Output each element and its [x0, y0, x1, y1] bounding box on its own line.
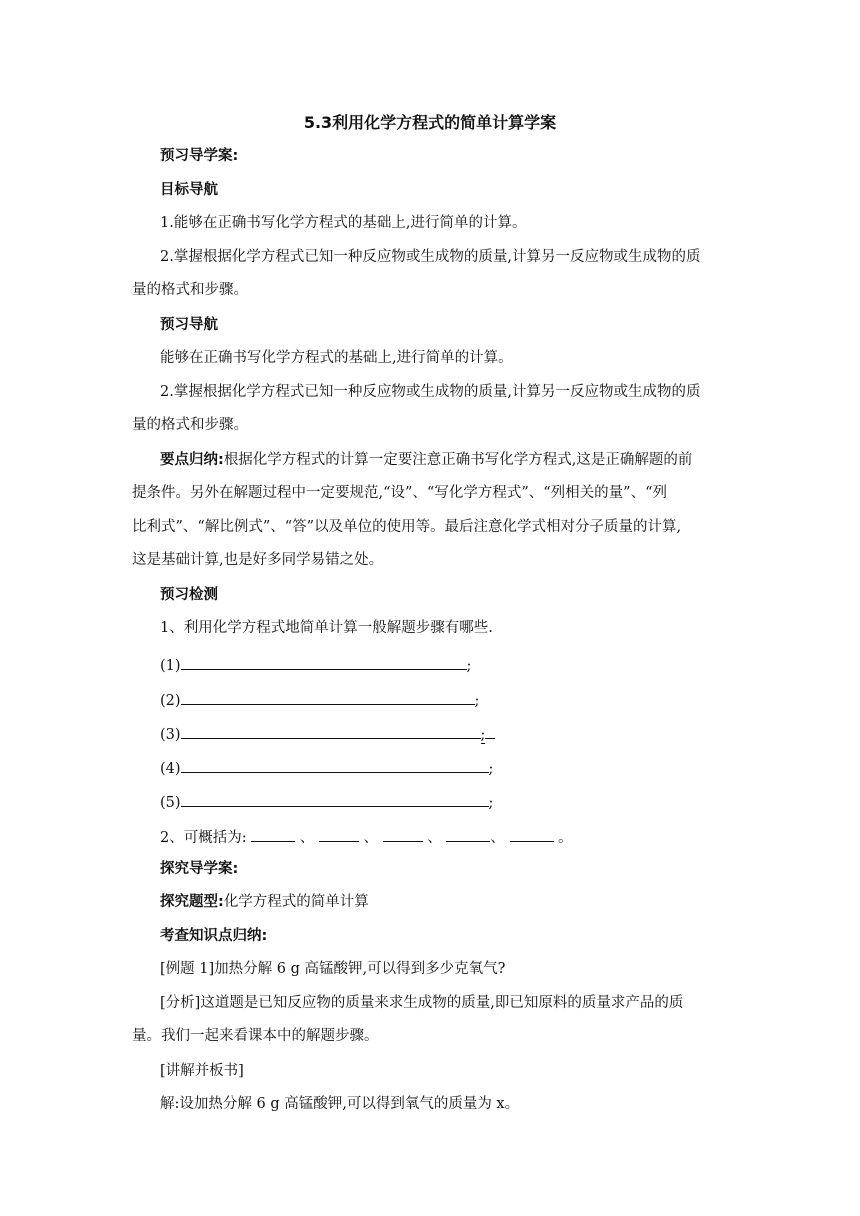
separator: 、	[490, 830, 505, 846]
summary-blank-5[interactable]	[510, 825, 554, 842]
step-blank[interactable]	[181, 688, 475, 705]
step-blank[interactable]	[181, 722, 481, 739]
goal-item-2-line2: 量的格式和步骤。	[132, 282, 248, 298]
preview-heading: 预习导学案:	[160, 148, 239, 164]
step-end: ;	[488, 761, 494, 777]
step-blank[interactable]	[181, 756, 489, 773]
step-blank[interactable]	[181, 790, 489, 807]
nav-heading: 预习导航	[160, 317, 218, 333]
example-1: [例题 1]加热分解 6 g 高锰酸钾,可以得到多少克氧气?	[160, 961, 506, 977]
analysis-line2: 量。我们一起来看课本中的解题步骤。	[132, 1028, 379, 1044]
goal-item-2-line1: 2.掌握根据化学方程式已知一种反应物或生成物的质量,计算另一反应物或生成物的质	[160, 249, 701, 265]
explore-type-label: 探究题型:	[160, 894, 224, 910]
question-2-prefix: 2、可概括为:	[160, 830, 247, 846]
explore-heading: 探究导学案:	[160, 861, 239, 877]
key-points-line2: 提条件。另外在解题过程中一定要规范,“设”、“写化学方程式”、“列相关的量”、“列	[132, 485, 667, 501]
separator: 、	[299, 830, 315, 846]
step-label: (2)	[160, 693, 181, 709]
summary-blank-2[interactable]	[319, 825, 359, 842]
step-end: ;	[466, 658, 472, 674]
step-row-3	[160, 722, 495, 745]
goal-heading: 目标导航	[160, 182, 218, 198]
nav-item-2-line1: 2.掌握根据化学方程式已知一种反应物或生成物的质量,计算另一反应物或生成物的质	[160, 384, 701, 400]
question-2-end: 。	[558, 830, 573, 846]
step-row-5	[160, 790, 493, 813]
key-points-label: 要点归纳:	[160, 452, 224, 468]
document-title: 5.3利用化学方程式的简单计算学案	[303, 113, 557, 132]
step-label: (5)	[160, 795, 181, 811]
explore-type-text: 化学方程式的简单计算	[223, 894, 369, 910]
step-row-4	[160, 756, 493, 779]
step-label: (4)	[160, 761, 181, 777]
knowledge-heading: 考查知识点归纳:	[160, 928, 268, 944]
step-end: ;	[488, 795, 494, 811]
summary-blank-1[interactable]	[251, 825, 295, 842]
key-points-line3: 比利式”、“解比例式”、“答”以及单位的使用等。最后注意化学式相对分子质量的计算,	[132, 519, 682, 535]
separator: 、	[427, 830, 442, 846]
step-end: ;	[480, 727, 486, 743]
key-points-line1	[160, 450, 692, 470]
step-blank-tail	[485, 722, 495, 739]
question-2	[160, 825, 573, 848]
key-points-line4: 这是基础计算,也是好多同学易错之处。	[132, 552, 384, 568]
step-label: (3)	[160, 727, 181, 743]
summary-blank-3[interactable]	[383, 825, 423, 842]
summary-blank-4[interactable]	[446, 825, 490, 842]
nav-item-1: 能够在正确书写化学方程式的基础上,进行简单的计算。	[160, 350, 513, 366]
step-blank[interactable]	[181, 653, 467, 670]
step-end: ;	[474, 693, 480, 709]
explore-type	[160, 892, 369, 912]
solution-line: 解:设加热分解 6 g 高锰酸钾,可以得到氧气的质量为 x。	[160, 1096, 520, 1112]
key-points-text: 根据化学方程式的计算一定要注意正确书写化学方程式,这是正确解题的前	[223, 452, 693, 468]
step-row-2	[160, 688, 479, 711]
nav-item-2-line2: 量的格式和步骤。	[132, 417, 248, 433]
analysis-line1: [分析]这道题是已知反应物的质量来求生成物的质量,即已知原料的质量求产品的质	[160, 995, 684, 1011]
goal-item-1: 1.能够在正确书写化学方程式的基础上,进行简单的计算。	[160, 215, 527, 231]
step-row-1	[160, 653, 471, 676]
explain-heading: [讲解并板书]	[160, 1063, 244, 1079]
question-1: 1、利用化学方程式地简单计算一般解题步骤有哪些.	[160, 620, 493, 636]
check-heading: 预习检测	[160, 587, 218, 603]
step-label: (1)	[160, 658, 181, 674]
separator: 、	[363, 830, 379, 846]
